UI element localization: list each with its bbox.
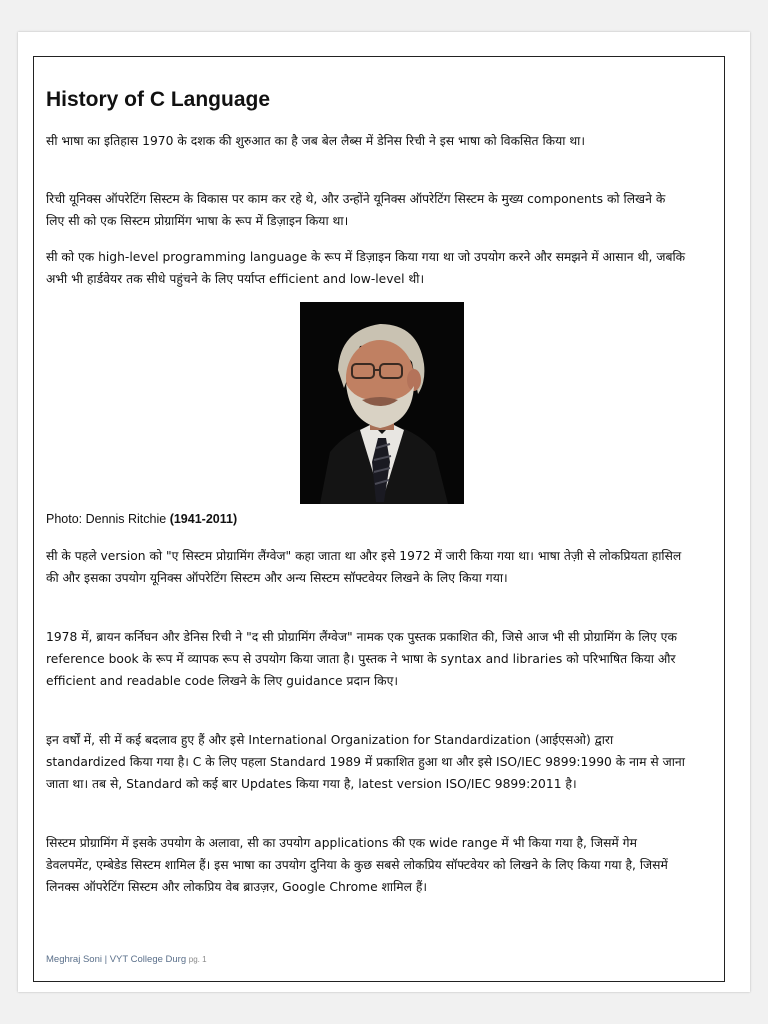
document-title: History of C Language <box>46 88 271 111</box>
document-page <box>18 32 750 992</box>
paragraph-6: इन वर्षों में, सी में कई बदलाव हुए हैं और इसे International Organization for Standardization (आईएसओ) द्वारा standardized किया गया है। C के लिए पहला Standard 1989 में प्रकाशित हुआ था और इसे ISO/IEC 9899:1990 के नाम से जाना जाता था। तब से, Standard को कई बार Updates किया गया है, latest version ISO/IEC 9899:2011 है। <box>46 733 685 791</box>
photo-caption <box>46 512 237 526</box>
photo-caption-years: (1941-2011) <box>169 512 238 526</box>
page-footer <box>46 954 207 965</box>
paragraph-3: सी को एक high-level programming language के रूप में डिज़ाइन किया गया था जो उपयोग करने और समझने में आसान थी, जबकि अभी भी हार्डवेयर तक सीधे पहुंचने के लिए पर्याप्त efficient and low-level थी। <box>46 250 686 286</box>
paragraph-1: सी भाषा का इतिहास 1970 के दशक की शुरुआत का है जब बेल लैब्स में डेनिस रिची ने इस भाषा को विकसित किया था। <box>46 134 586 148</box>
paragraph-7: सिस्टम प्रोग्रामिंग में इसके उपयोग के अलावा, सी का उपयोग applications की एक wide range में भी किया गया है, जिसमें गेम डेवलपमेंट, एम्बेडेड सिस्टम शामिल हैं। इस भाषा का उपयोग दुनिया के कुछ सबसे लोकप्रिय सॉफ्टवेयर को लिखने के लिए किया गया है, जिसमें लिनक्स ऑपरेटिंग सिस्टम और लोकप्रिय वेब ब्राउज़र, Google Chrome शामिल हैं। <box>46 836 668 894</box>
paragraph-2: रिची यूनिक्स ऑपरेटिंग सिस्टम के विकास पर काम कर रहे थे, और उन्होंने यूनिक्स ऑपरेटिंग सिस्टम के मुख्य components को लिखने के लिए सी को एक सिस्टम प्रोग्रामिंग भाषा के रूप में डिज़ाइन किया था। <box>46 192 666 228</box>
paragraph-5: 1978 में, ब्रायन कर्निघन और डेनिस रिची ने "द सी प्रोग्रामिंग लैंग्वेज" नामक एक पुस्तक प्रकाशित की, जिसे आज भी सी प्रोग्रामिंग के लिए एक reference book के रूप में व्यापक रूप से उपयोग किया जाता है। पुस्तक ने भाषा के syntax and libraries को परिभाषित किया और efficient and readable code लिखने के लिए guidance प्रदान किए। <box>46 630 677 688</box>
dennis-ritchie-photo <box>300 302 464 504</box>
paragraph-4: सी के पहले version को "ए सिस्टम प्रोग्रामिंग लैंग्वेज" कहा जाता था और इसे 1972 में जारी किया गया था। भाषा तेज़ी से लोकप्रियता हासिल की और इसका उपयोग यूनिक्स ऑपरेटिंग सिस्टम और अन्य सिस्टम सॉफ्टवेयर लिखने के लिए किया गया। <box>46 549 682 585</box>
footer-text: Meghraj Soni | VYT College Durg <box>46 954 187 965</box>
photo-caption-name: Photo: Dennis Ritchie <box>46 512 167 526</box>
footer-page-number: pg. 1 <box>188 955 207 964</box>
